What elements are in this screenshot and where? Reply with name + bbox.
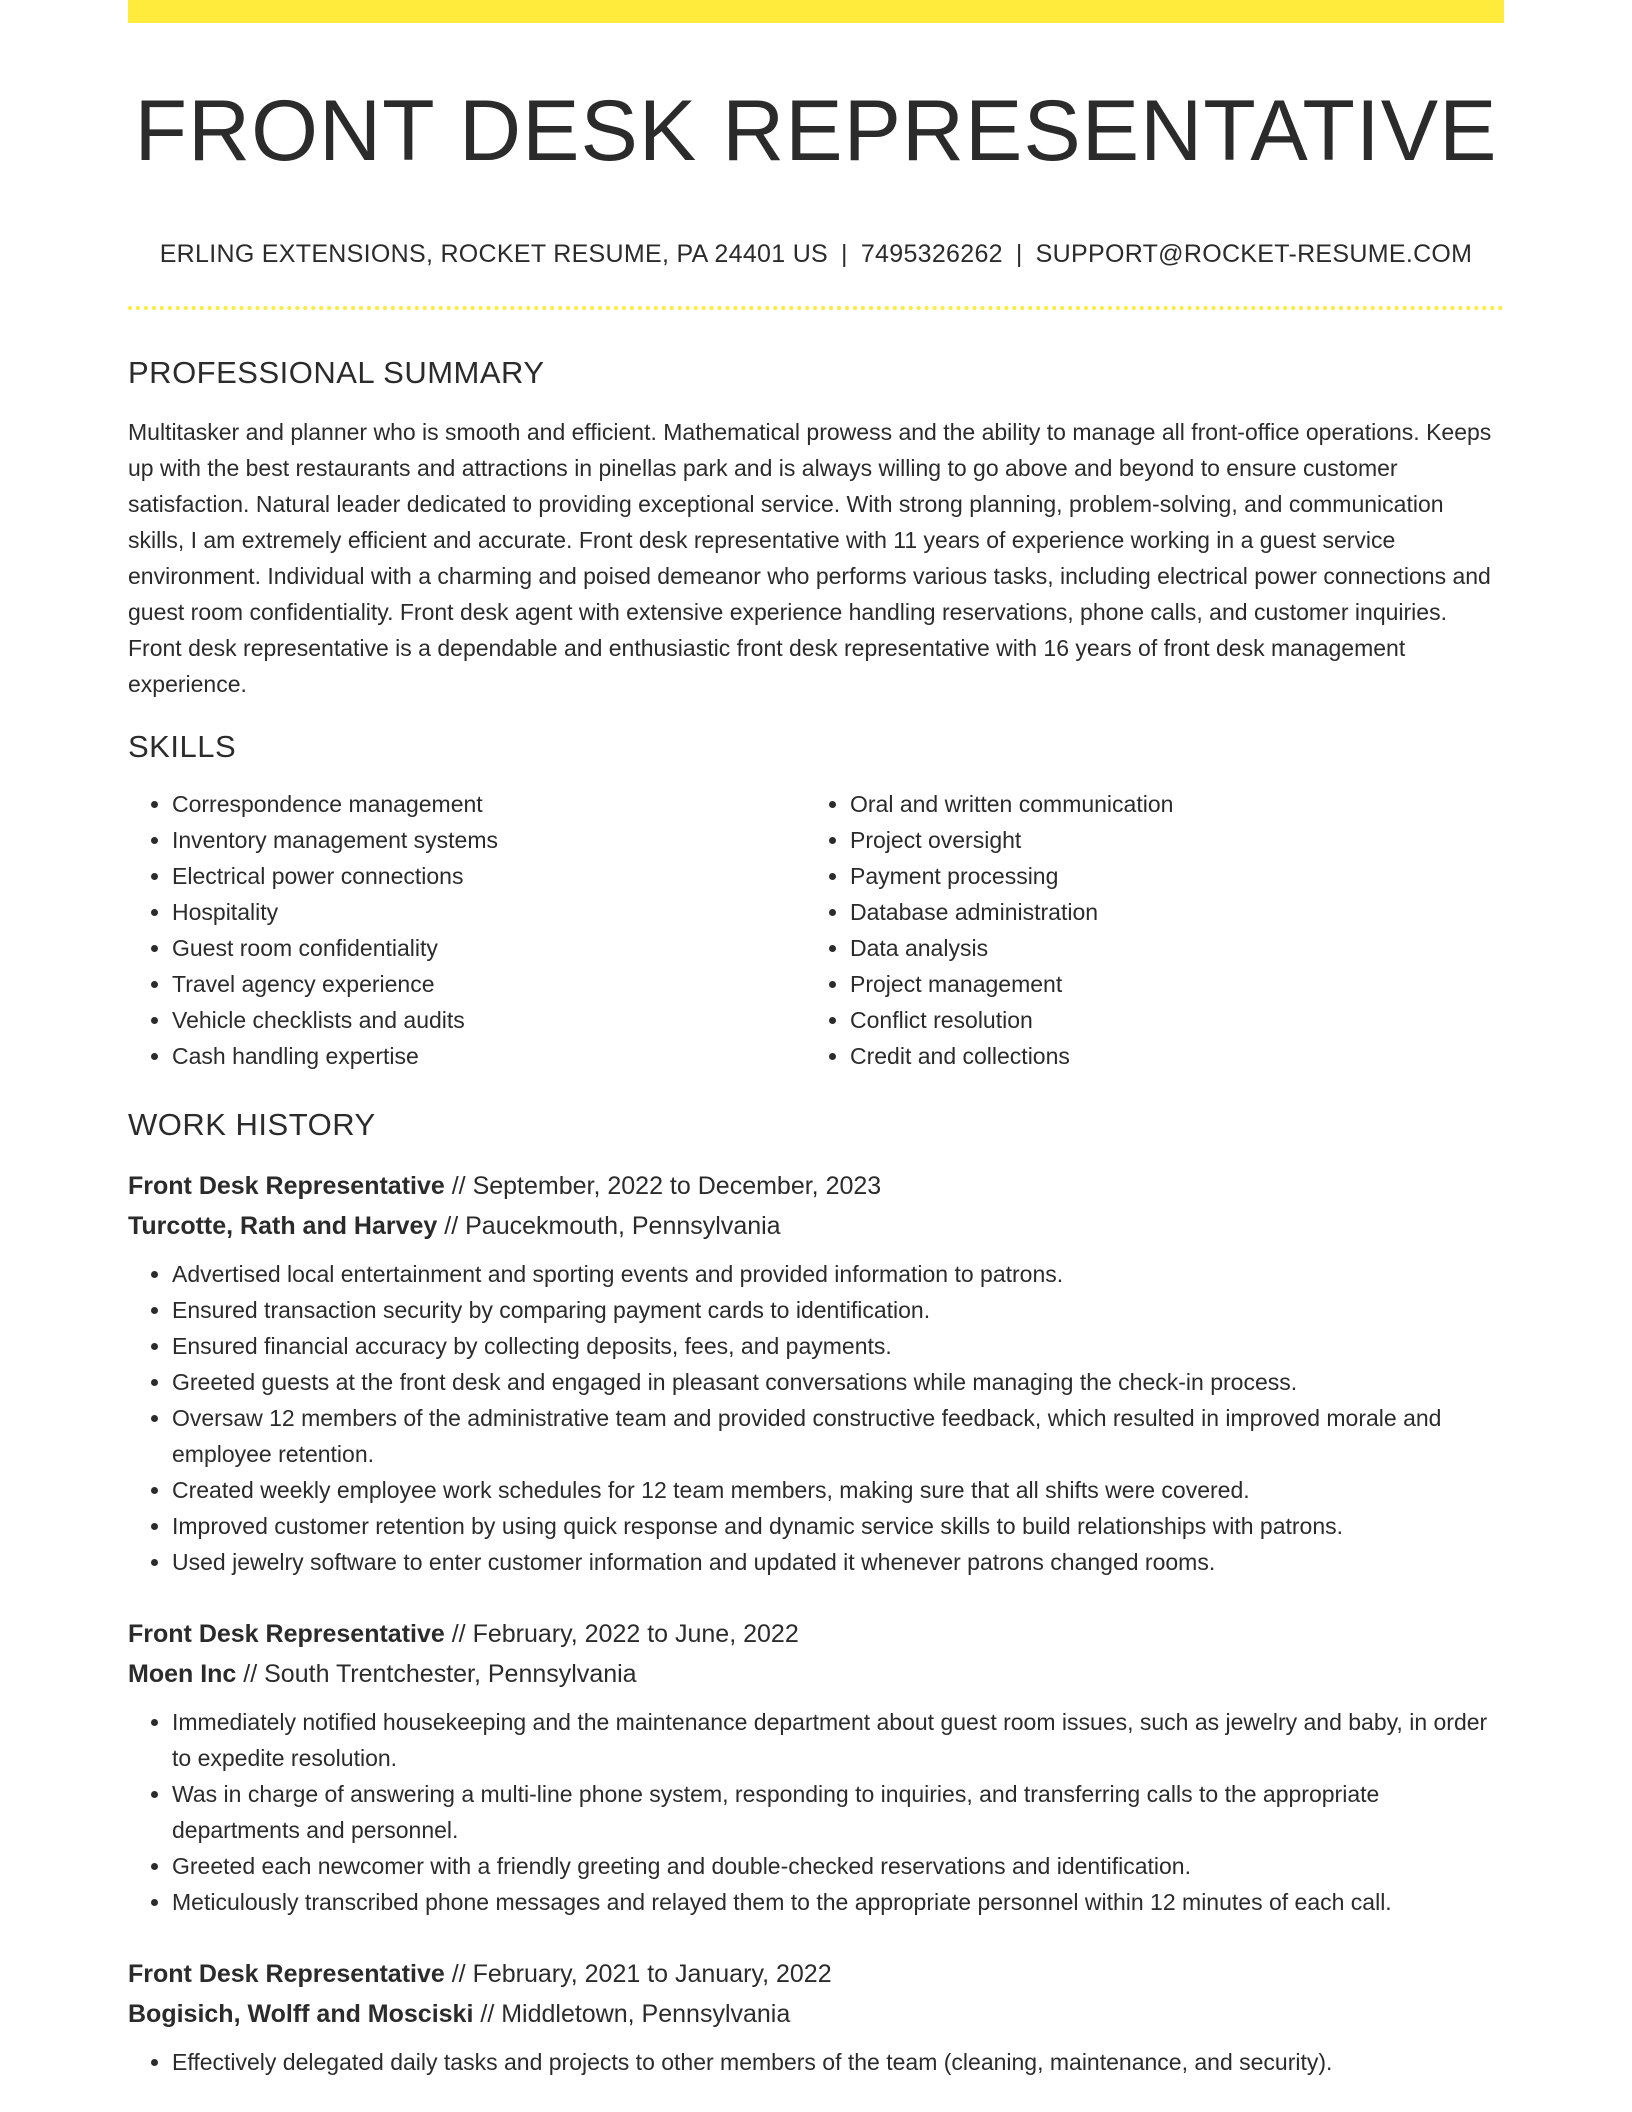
job-bullet: • Ensured transaction security by comparing payment cards to identification. [172,1292,1504,1328]
job-bullet: • Effectively delegated daily tasks and projects to other members of the team (cleaning, maintenance, and security). [172,2044,1504,2080]
job-bullet: • Used jewelry software to enter customer information and updated it whenever patrons changed rooms. [172,1544,1504,1580]
job-title-line [128,1954,1504,1994]
job-dates: // February, 2022 to June, 2022 [451,1620,799,1648]
job-entry [128,1954,1504,2080]
contact-separator: | [841,240,848,268]
job-dates: // September, 2022 to December, 2023 [451,1172,882,1200]
skill-item: • Inventory management systems [172,822,806,858]
dotted-divider [128,306,1504,310]
job-company: Turcotte, Rath and Harvey [128,1212,438,1240]
job-bullet: • Greeted each newcomer with a friendly greeting and double-checked reservations and identification. [172,1848,1504,1884]
skill-item: • Correspondence management [172,786,806,822]
job-bullets [128,1704,1504,1920]
job-bullet: • Created weekly employee work schedules for 12 team members, making sure that all shifts were covered. [172,1472,1504,1508]
job-dates: // February, 2021 to January, 2022 [451,1960,832,1988]
job-company: Moen Inc [128,1660,237,1688]
work-history-heading: WORK HISTORY [128,1107,376,1142]
job-location: // Middletown, Pennsylvania [480,2000,791,2028]
skill-item: • Cash handling expertise [172,1038,806,1074]
job-bullet: • Oversaw 12 members of the administrative team and provided constructive feedback, which resulted in improved morale and employee retention. [172,1400,1504,1472]
job-bullet: • Improved customer retention by using quick response and dynamic service skills to build relationships with patrons. [172,1508,1504,1544]
skill-item: • Data analysis [850,930,1484,966]
job-bullet: • Advertised local entertainment and sporting events and provided information to patrons. [172,1256,1504,1292]
job-location: // South Trentchester, Pennsylvania [243,1660,637,1688]
skill-item: • Travel agency experience [172,966,806,1002]
skills-column-left [128,786,806,1074]
job-bullets [128,1256,1504,1580]
job-title-line [128,1166,1504,1206]
contact-separator: | [1015,240,1023,268]
job-company: Bogisich, Wolff and Mosciski [128,2000,474,2028]
skills-column-right [806,786,1484,1074]
job-position: Front Desk Representative [128,1960,445,1988]
skill-item: • Database administration [850,894,1484,930]
summary-heading: PROFESSIONAL SUMMARY [128,355,545,390]
job-entry [128,1614,1504,1920]
job-position: Front Desk Representative [128,1172,445,1200]
skills-list [128,786,1504,1074]
job-company-line [128,1654,1504,1694]
skills-heading: SKILLS [128,729,237,764]
skill-item: • Electrical power connections [172,858,806,894]
skill-item: • Project oversight [850,822,1484,858]
job-title-line [128,1614,1504,1654]
summary-paragraph: Multitasker and planner who is smooth and efficient. Mathematical prowess and the ability to manage all front-office operations. Keeps up with the best restaurants and attractions in pinellas park and is always willing to go above and beyond to ensure customer satisfaction. Natural leader dedicated to providing exceptional service. With strong planning, problem-solving, and communication skills, I am extremely efficient and accurate. Front desk representative with 11 years of experience working in a guest service environment. Individual with a charming and poised demeanor who performs various tasks, including electrical power connections and guest room confidentiality. Front desk agent with extensive experience handling reservations, phone calls, and customer inquiries. Front desk representative is a dependable and enthusiastic front desk representative with 16 years of front desk management experience. [128,419,1492,697]
resume-name-title: FRONT DESK REPRESENTATIVE [134,83,1498,179]
job-location: // Paucekmouth, Pennsylvania [444,1212,781,1240]
skill-item: • Guest room confidentiality [172,930,806,966]
skill-item: • Vehicle checklists and audits [172,1002,806,1038]
contact-email: SUPPORT@ROCKET-RESUME.COM [1035,240,1473,268]
skill-item: • Oral and written communication [850,786,1484,822]
job-bullets [128,2044,1504,2080]
contact-phone: 7495326262 [860,240,1003,268]
job-position: Front Desk Representative [128,1620,445,1648]
job-bullet: • Greeted guests at the front desk and engaged in pleasant conversations while managing the check-in process. [172,1364,1504,1400]
job-bullet: • Immediately notified housekeeping and the maintenance department about guest room issues, such as jewelry and baby, in order to expedite resolution. [172,1704,1504,1776]
resume-content [128,0,1504,2080]
job-bullet: • Was in charge of answering a multi-line phone system, responding to inquiries, and transferring calls to the appropriate departments and personnel. [172,1776,1504,1848]
job-bullet: • Ensured financial accuracy by collecting deposits, fees, and payments. [172,1328,1504,1364]
job-bullet: • Meticulously transcribed phone messages and relayed them to the appropriate personnel within 12 minutes of each call. [172,1884,1504,1920]
contact-address: ERLING EXTENSIONS, ROCKET RESUME, PA 24401 US [159,240,829,268]
skill-item: • Project management [850,966,1484,1002]
job-company-line [128,1994,1504,2034]
job-company-line [128,1206,1504,1246]
job-entry [128,1166,1504,1580]
contact-line [128,238,1504,270]
skill-item: • Conflict resolution [850,1002,1484,1038]
skill-item: • Payment processing [850,858,1484,894]
skill-item: • Credit and collections [850,1038,1484,1074]
skill-item: • Hospitality [172,894,806,930]
